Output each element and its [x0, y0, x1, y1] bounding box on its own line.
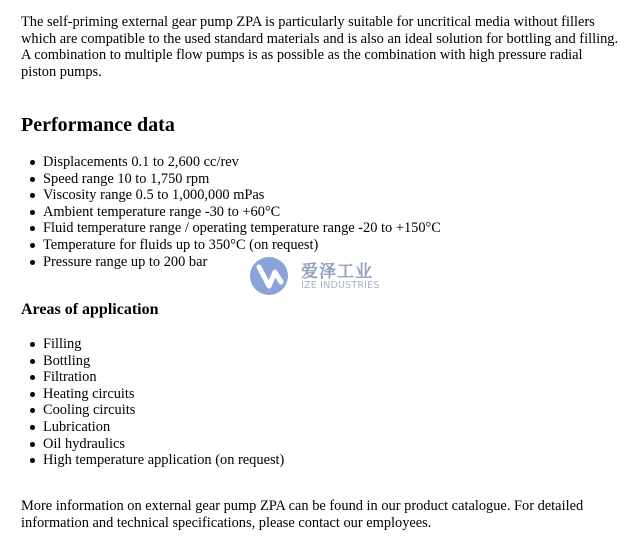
bullet-icon: [30, 425, 35, 430]
bullet-icon: [30, 342, 35, 347]
ize-logo-icon: [245, 254, 293, 298]
list-item: Filtration: [21, 369, 284, 386]
performance-heading: Performance data: [21, 114, 175, 136]
performance-list: [21, 154, 441, 270]
list-item: Lubrication: [21, 419, 284, 436]
bullet-icon: [30, 226, 35, 231]
list-item: Ambient temperature range -30 to +60°C: [21, 204, 441, 221]
bullet-icon: [30, 375, 35, 380]
watermark-logo: [245, 254, 415, 298]
list-item: Viscosity range 0.5 to 1,000,000 mPas: [21, 187, 441, 204]
list-item: Displacements 0.1 to 2,600 cc/rev: [21, 154, 441, 171]
list-item: Temperature for fluids up to 350°C (on request): [21, 237, 441, 254]
bullet-icon: [30, 408, 35, 413]
bullet-icon: [30, 193, 35, 198]
bullet-icon: [30, 260, 35, 265]
list-item: Bottling: [21, 353, 284, 370]
watermark-en-text: IZE INDUSTRIES: [301, 280, 380, 291]
bullet-icon: [30, 160, 35, 165]
outro-paragraph: More information on external gear pump ZPA can be found in our product catalogue. For detailed information and technical specifications, please contact our employees.: [21, 498, 584, 531]
bullet-icon: [30, 210, 35, 215]
list-item: Fluid temperature range / operating temperature range -20 to +150°C: [21, 220, 441, 237]
bullet-icon: [30, 359, 35, 364]
list-item: High temperature application (on request): [21, 452, 284, 469]
applications-heading: Areas of application: [21, 301, 159, 318]
list-item: Cooling circuits: [21, 402, 284, 419]
watermark-cn-text: 爱泽工业: [301, 262, 373, 282]
list-item: Heating circuits: [21, 386, 284, 403]
bullet-icon: [30, 458, 35, 463]
intro-paragraph: The self-priming external gear pump ZPA is particularly suitable for uncritical media without fillers which are compatible to the used standard materials and is also an ideal solution for bottling and filling. A combination to multiple flow pumps is as possible as the combination with high pressure radial piston pumps.: [21, 14, 619, 80]
bullet-icon: [30, 243, 35, 248]
bullet-icon: [30, 442, 35, 447]
applications-list: [21, 336, 284, 469]
list-item: Filling: [21, 336, 284, 353]
bullet-icon: [30, 392, 35, 397]
list-item: Pressure range up to 200 bar: [21, 254, 441, 271]
bullet-icon: [30, 177, 35, 182]
list-item: Oil hydraulics: [21, 436, 284, 453]
list-item: Speed range 10 to 1,750 rpm: [21, 171, 441, 188]
